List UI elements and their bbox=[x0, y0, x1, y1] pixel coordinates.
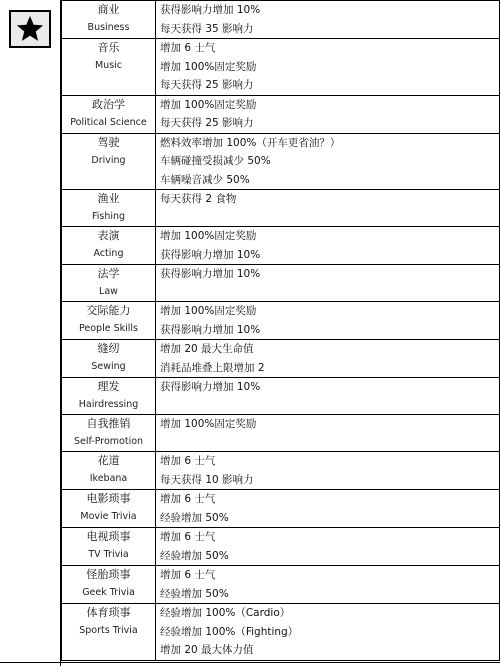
skill-name-chinese: 怪胎琐事 bbox=[86, 568, 131, 581]
skill-name-english: Fishing bbox=[91, 211, 126, 222]
skill-row bbox=[62, 95, 500, 133]
skill-row bbox=[62, 340, 500, 378]
skill-row bbox=[62, 490, 500, 528]
skill-effects-cell bbox=[156, 566, 500, 604]
skill-effect: 经验增加 100%（Cardio） bbox=[160, 607, 291, 619]
skill-row bbox=[62, 302, 500, 340]
skill-effect: 增加 100%固定奖励 bbox=[160, 230, 257, 242]
skill-row bbox=[62, 452, 500, 490]
skill-effects-cell bbox=[156, 302, 500, 340]
skill-name-chinese: 理发 bbox=[97, 380, 120, 393]
skill-effect: 经验增加 50% bbox=[160, 511, 229, 524]
skill-name-cell bbox=[62, 39, 156, 96]
skill-effect: 获得影响力增加 10% bbox=[160, 4, 261, 16]
skill-effect: 增加 6 士气 bbox=[160, 531, 216, 543]
skill-effects-cell bbox=[156, 1, 500, 39]
skill-effect: 获得影响力增加 10% bbox=[160, 323, 261, 336]
skill-name-english: Sewing bbox=[91, 361, 126, 372]
skill-effect: 每天获得 2 食物 bbox=[160, 193, 237, 205]
skill-name-chinese: 花道 bbox=[97, 454, 120, 467]
skill-name-cell bbox=[62, 265, 156, 302]
skill-effects-cell bbox=[156, 452, 500, 490]
skill-name-english: Movie Trivia bbox=[80, 511, 137, 522]
skill-name-chinese: 电影琐事 bbox=[86, 492, 131, 505]
skill-effect: 每天获得 35 影响力 bbox=[160, 22, 254, 35]
skill-effect: 增加 6 士气 bbox=[160, 42, 216, 54]
skill-name-english: People Skills bbox=[79, 323, 138, 334]
skill-effects-cell bbox=[156, 39, 500, 96]
skill-name-chinese: 商业 bbox=[97, 3, 120, 16]
skill-row bbox=[62, 566, 500, 604]
skill-name-cell bbox=[62, 566, 156, 604]
skill-effects-cell bbox=[156, 378, 500, 415]
skill-effect: 获得影响力增加 10% bbox=[160, 268, 261, 280]
skill-effects-cell bbox=[156, 604, 500, 661]
skill-name-cell bbox=[62, 133, 156, 190]
skill-effects-cell bbox=[156, 340, 500, 378]
skill-name-chinese: 音乐 bbox=[97, 41, 120, 54]
skill-effect: 车辆碰撞受损减少 50% bbox=[160, 155, 271, 167]
skill-name-chinese: 体育琐事 bbox=[86, 606, 131, 619]
skill-row bbox=[62, 415, 500, 452]
skill-name-cell bbox=[62, 95, 156, 133]
skill-name-cell bbox=[62, 190, 156, 227]
skill-name-cell bbox=[62, 528, 156, 566]
skill-effect: 增加 6 士气 bbox=[160, 569, 216, 581]
skill-row bbox=[62, 133, 500, 190]
skill-effects-cell bbox=[156, 490, 500, 528]
bottom-border bbox=[0, 662, 500, 666]
skill-row bbox=[62, 378, 500, 415]
skill-row bbox=[62, 227, 500, 265]
skill-effects-cell bbox=[156, 190, 500, 227]
skill-row bbox=[62, 604, 500, 661]
skill-name-cell bbox=[62, 227, 156, 265]
skill-name-chinese: 交际能力 bbox=[86, 304, 131, 317]
skill-effect: 消耗品堆叠上限增加 2 bbox=[160, 361, 265, 374]
skill-name-english: Ikebana bbox=[89, 473, 128, 484]
skill-row bbox=[62, 1, 500, 39]
skill-effects-cell bbox=[156, 227, 500, 265]
skill-name-english: Acting bbox=[93, 248, 124, 259]
skill-row bbox=[62, 265, 500, 302]
skill-name-chinese: 法学 bbox=[97, 267, 120, 280]
skill-effects-cell bbox=[156, 95, 500, 133]
skill-name-english: Political Science bbox=[70, 116, 147, 128]
skill-name-chinese: 缝纫 bbox=[97, 342, 120, 355]
skill-effect: 增加 6 士气 bbox=[160, 455, 216, 467]
skill-effect: 车辆噪音减少 50% bbox=[160, 173, 250, 186]
skill-row bbox=[62, 528, 500, 566]
skill-name-english: Music bbox=[94, 60, 123, 71]
skill-name-cell bbox=[62, 490, 156, 528]
skill-effect: 每天获得 25 影响力 bbox=[160, 79, 254, 91]
skill-effect: 增加 20 最大体力值 bbox=[160, 644, 254, 656]
skill-name-english: Law bbox=[99, 286, 118, 297]
skill-effect: 每天获得 10 影响力 bbox=[160, 473, 254, 486]
skill-effects-cell bbox=[156, 265, 500, 302]
skill-effects-cell bbox=[156, 415, 500, 452]
skill-name-chinese: 自我推销 bbox=[86, 417, 131, 430]
star-icon-box bbox=[9, 10, 51, 48]
skill-effect: 经验增加 100%（Fighting） bbox=[160, 625, 299, 638]
skill-name-cell bbox=[62, 1, 156, 39]
skill-effect: 燃料效率增加 100%（开车更省油？） bbox=[160, 136, 341, 149]
skill-name-cell bbox=[62, 340, 156, 378]
skill-name-english: Driving bbox=[91, 154, 126, 166]
skill-row bbox=[62, 39, 500, 96]
icon-column bbox=[0, 0, 61, 666]
skill-name-english: Business bbox=[87, 22, 130, 33]
skill-name-cell bbox=[62, 452, 156, 490]
skill-effect: 增加 100%固定奖励 bbox=[160, 98, 257, 111]
skill-name-chinese: 表演 bbox=[97, 229, 120, 242]
skill-name-cell bbox=[62, 604, 156, 661]
star-icon bbox=[15, 14, 45, 44]
skill-effects-cell bbox=[156, 528, 500, 566]
skill-effect: 经验增加 50% bbox=[160, 549, 229, 562]
skills-table-body bbox=[62, 1, 500, 661]
skill-effect: 获得影响力增加 10% bbox=[160, 381, 261, 393]
skill-name-english: Sports Trivia bbox=[79, 625, 138, 636]
skill-effect: 增加 100%固定奖励 bbox=[160, 60, 257, 73]
skill-effect: 增加 20 最大生命值 bbox=[160, 343, 254, 355]
skill-effect: 每天获得 25 影响力 bbox=[160, 117, 254, 129]
skill-name-chinese: 驾驶 bbox=[97, 135, 120, 149]
skill-effects-cell bbox=[156, 133, 500, 190]
skill-name-cell bbox=[62, 378, 156, 415]
skill-name-chinese: 政治学 bbox=[92, 97, 125, 111]
skill-name-cell bbox=[62, 302, 156, 340]
skill-name-chinese: 渔业 bbox=[97, 192, 120, 205]
skill-name-chinese: 电视琐事 bbox=[86, 530, 131, 543]
skill-name-english: TV Trivia bbox=[88, 549, 129, 560]
skill-effect: 获得影响力增加 10% bbox=[160, 248, 261, 261]
skill-effect: 增加 100%固定奖励 bbox=[160, 305, 257, 317]
skill-effect: 增加 6 士气 bbox=[160, 493, 216, 505]
skill-effect: 经验增加 50% bbox=[160, 587, 229, 600]
skills-table bbox=[61, 0, 500, 661]
skill-effect: 增加 100%固定奖励 bbox=[160, 418, 257, 430]
skill-row bbox=[62, 190, 500, 227]
skill-name-english: Hairdressing bbox=[78, 399, 139, 410]
skill-name-cell bbox=[62, 415, 156, 452]
skill-name-english: Self-Promotion bbox=[73, 436, 144, 447]
skill-name-english: Geek Trivia bbox=[82, 587, 135, 598]
